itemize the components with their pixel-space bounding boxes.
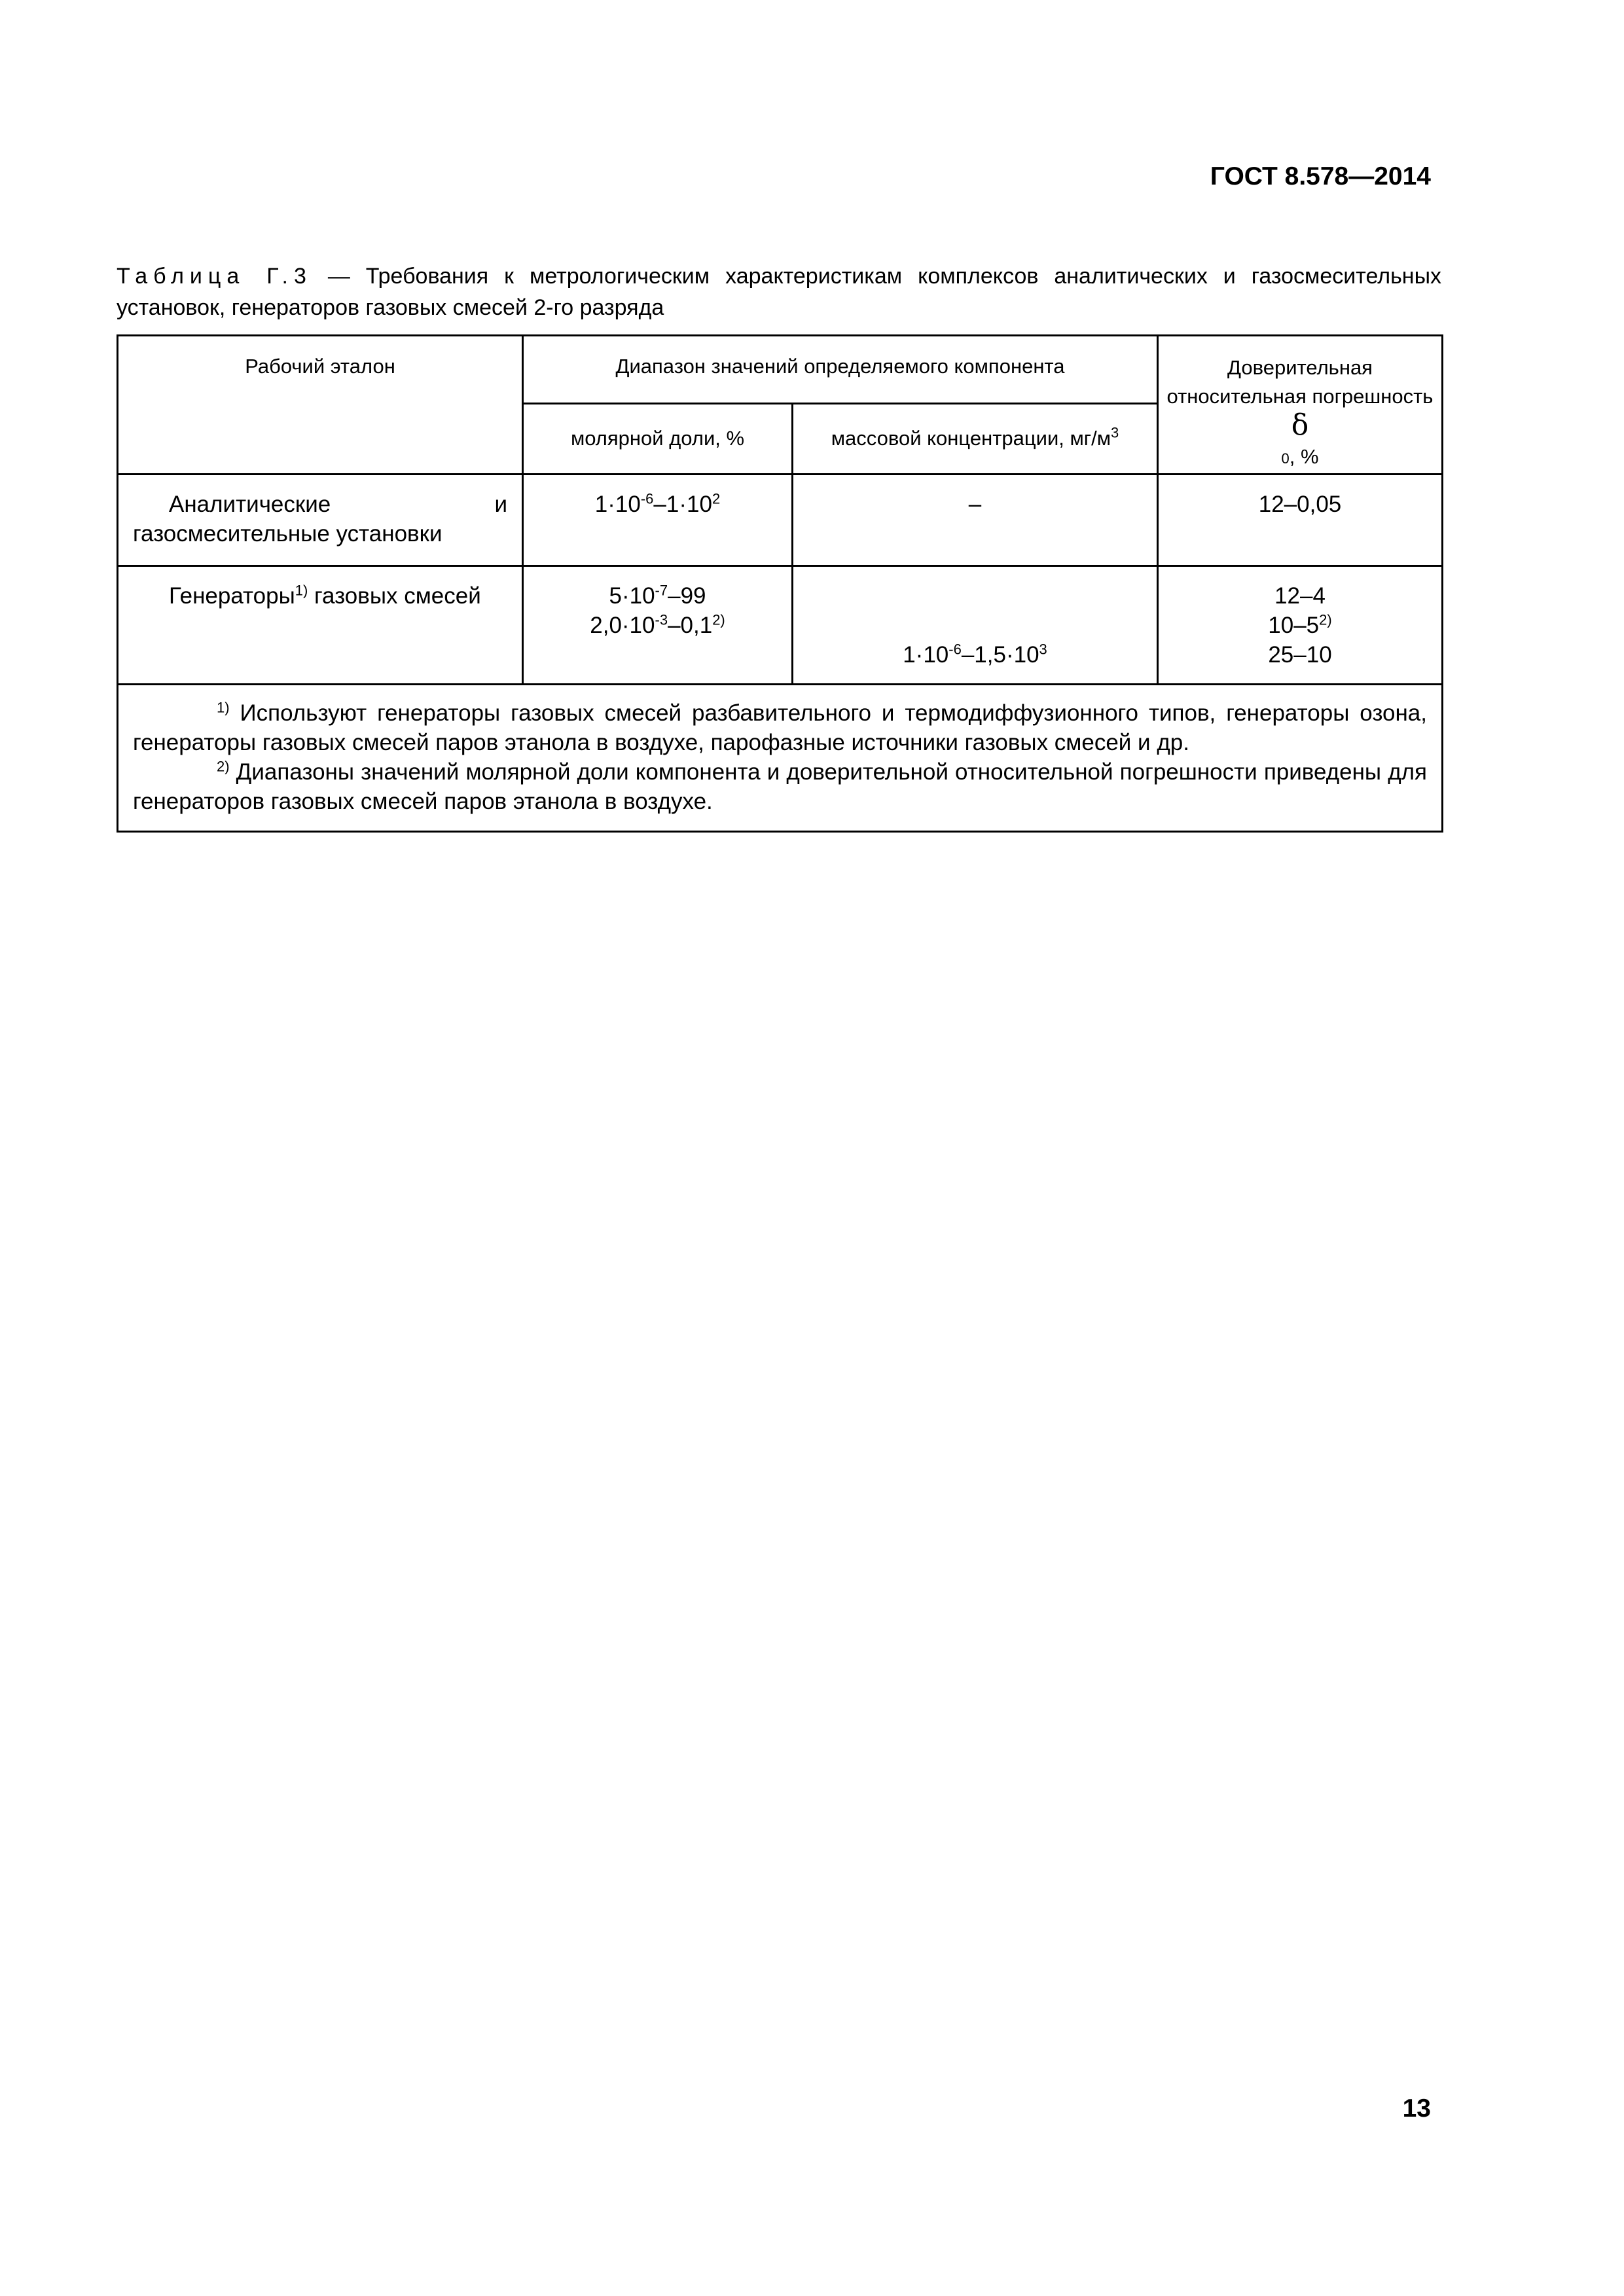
footnote-2-mark: 2) bbox=[217, 758, 230, 775]
row2-error-footnote-mark: 2) bbox=[1319, 611, 1332, 628]
delta-symbol: δ bbox=[1291, 408, 1309, 442]
table-row bbox=[118, 475, 1443, 566]
row2-error-line2 bbox=[1159, 611, 1441, 640]
header-mass-concentration-label: массовой концентрации, мг/м bbox=[831, 427, 1111, 450]
header-confidence-error-label: Доверительная относительная погрешность bbox=[1166, 356, 1434, 408]
row2-mass-a-exp: -6 bbox=[948, 641, 962, 658]
footnote-2-text: Диапазоны значений молярной доли компонента и доверительной относительной погрешности приведены для генераторов газовых смесей паров этанола в воздухе. bbox=[133, 759, 1427, 814]
footnote-1 bbox=[133, 698, 1427, 757]
row2-molar1-a: 5·10 bbox=[609, 583, 655, 609]
row1-molar-b-exp: 2 bbox=[712, 490, 721, 507]
footnote-1-mark: 1) bbox=[217, 699, 230, 716]
header-mass-concentration-exponent: 3 bbox=[1111, 425, 1119, 442]
row2-mass-b: –1,5·10 bbox=[961, 642, 1039, 668]
row2-name-rest: газовых смесей bbox=[308, 583, 481, 609]
row1-molar-b: –1·10 bbox=[653, 492, 712, 517]
header-molar-fraction bbox=[523, 403, 793, 474]
row1-molar-a-exp: -6 bbox=[640, 490, 654, 507]
row1-molar-range bbox=[523, 475, 793, 566]
header-working-standard-label: Рабочий эталон bbox=[245, 355, 395, 378]
page-number: 13 bbox=[1402, 2094, 1431, 2123]
row2-molar-line1 bbox=[524, 581, 791, 611]
header-molar-fraction-label: молярной доли, % bbox=[570, 427, 745, 450]
footnote-2 bbox=[133, 757, 1427, 816]
row1-mass-range bbox=[793, 475, 1158, 566]
row2-error-line1: 12–4 bbox=[1274, 583, 1326, 609]
header-range-group bbox=[523, 336, 1158, 404]
row1-molar-a: 1·10 bbox=[594, 492, 641, 517]
table-caption bbox=[117, 260, 1441, 323]
row2-molar2-a: 2,0·10 bbox=[590, 613, 655, 638]
row1-error bbox=[1158, 475, 1443, 566]
standard-designation: ГОСТ 8.578—2014 bbox=[1210, 162, 1431, 190]
row2-mass-b-exp: 3 bbox=[1039, 641, 1047, 658]
row2-molar1-b: –99 bbox=[668, 583, 706, 609]
footnotes-row bbox=[118, 685, 1443, 832]
requirements-table bbox=[117, 334, 1443, 833]
header-working-standard bbox=[118, 336, 523, 475]
header-confidence-error-unit: , % bbox=[1289, 445, 1319, 468]
delta-subscript: 0 bbox=[1281, 450, 1290, 467]
row1-standard-name-text: Аналитические и газосмесительные установки bbox=[133, 492, 507, 547]
row2-standard-name bbox=[118, 566, 523, 685]
table-row bbox=[118, 566, 1443, 685]
row2-error-line3: 25–10 bbox=[1268, 642, 1332, 668]
row1-standard-name bbox=[118, 475, 523, 566]
table-caption-label: Таблица Г.3 bbox=[117, 264, 312, 289]
row2-molar2-b: –0,1 bbox=[668, 613, 713, 638]
footnotes-cell bbox=[118, 685, 1443, 832]
row2-molar2-footnote-mark: 2) bbox=[712, 611, 725, 628]
row1-error-value: 12–0,05 bbox=[1258, 492, 1342, 517]
row2-error-line2-value: 10–5 bbox=[1268, 613, 1320, 638]
row2-molar2-a-exp: -3 bbox=[655, 611, 668, 628]
row2-error bbox=[1158, 566, 1443, 685]
header-range-group-label: Диапазон значений определяемого компонента bbox=[615, 355, 1065, 378]
row2-name-text: Генераторы bbox=[169, 583, 295, 609]
table-caption-text: — Требования к метрологическим характеристикам комплексов аналитических и газосмесительных установок, генераторов газовых смесей 2-го разряда bbox=[117, 264, 1442, 320]
row2-name-footnote-mark: 1) bbox=[295, 582, 308, 599]
row2-mass-a: 1·10 bbox=[903, 642, 949, 668]
row2-molar-line2 bbox=[524, 611, 791, 640]
header-mass-concentration bbox=[793, 403, 1158, 474]
header-confidence-error bbox=[1158, 336, 1443, 475]
row1-mass-value: – bbox=[968, 492, 982, 517]
row2-mass-range bbox=[793, 566, 1158, 685]
row2-molar1-a-exp: -7 bbox=[655, 582, 668, 599]
row2-molar-range bbox=[523, 566, 793, 685]
footnote-1-text: Используют генераторы газовых смесей разбавительного и термодиффузионного типов, генераторы озона, генераторы газовых смесей паров этанола в воздухе, парофазные источники газовых смесей и др. bbox=[133, 700, 1427, 755]
